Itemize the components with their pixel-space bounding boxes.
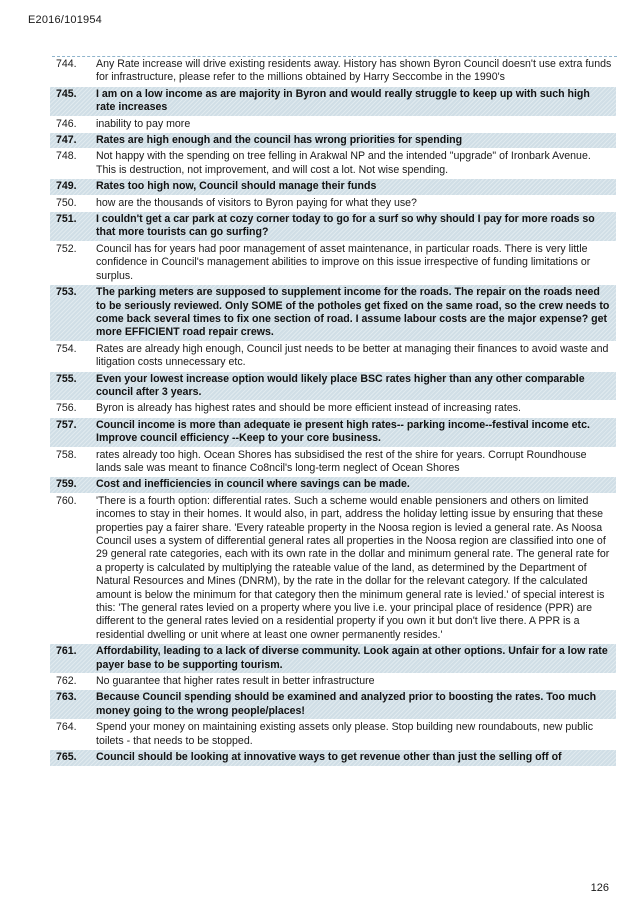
row-comment: Even your lowest increase option would likely place BSC rates higher than any other comparable council after 3 years. — [96, 372, 585, 398]
row-number: 751. — [56, 213, 77, 226]
table-row — [50, 401, 616, 417]
table-row — [50, 690, 616, 720]
table-row — [50, 342, 616, 372]
row-number: 755. — [56, 372, 77, 385]
row-comment: Rates are high enough and the council has wrong priorities for spending — [96, 134, 463, 147]
row-number: 765. — [56, 751, 77, 764]
table-row — [50, 212, 616, 242]
row-comment: Rates too high now, Council should manage their funds — [96, 180, 377, 193]
row-comment: Council should be looking at innovative ways to get revenue other than just the selling off of — [96, 751, 562, 764]
row-number: 749. — [56, 180, 77, 193]
table-row — [50, 57, 616, 87]
row-comment: I couldn't get a car park at cozy corner today to go for a surf so why should I pay for more roads so that more tourists can go surfing? — [96, 213, 595, 239]
table-row — [50, 674, 616, 690]
row-number: 745. — [56, 87, 77, 100]
table-row — [50, 285, 616, 342]
row-number: 750. — [56, 196, 77, 209]
row-number: 754. — [56, 342, 77, 355]
row-comment: Byron is already has highest rates and should be more efficient instead of increasing rates. — [96, 402, 521, 415]
row-number: 757. — [56, 418, 77, 431]
table-row — [50, 720, 616, 750]
table-row — [50, 494, 616, 644]
page-number: 126 — [590, 882, 609, 894]
row-number: 764. — [56, 721, 77, 734]
table-row — [50, 149, 616, 179]
table-row — [50, 448, 616, 478]
table-row — [50, 418, 616, 448]
row-number: 756. — [56, 402, 77, 415]
row-number: 746. — [56, 117, 77, 130]
row-number: 752. — [56, 242, 77, 255]
comments-table — [50, 57, 616, 767]
row-number: 744. — [56, 58, 77, 70]
row-comment: Affordability, leading to a lack of diverse community. Look again at other options. Unfair for a low rate payer base to be supporting tourism. — [96, 645, 608, 671]
row-comment: The parking meters are supposed to supplement income for the roads. The repair on the roads need to be seriously reviewed. Only SOME of the potholes get fixed on the same road, so the crew needs to come back several times to fix one section of road. I assume labour costs are the major expense? get more EFFICIENT road repair crews. — [96, 286, 610, 339]
row-number: 758. — [56, 448, 77, 461]
row-number: 753. — [56, 286, 77, 299]
table-row — [50, 196, 616, 212]
row-comment: Cost and inefficiencies in council where savings can be made. — [96, 478, 410, 491]
row-comment: I am on a low income as are majority in Byron and would really struggle to keep up with such high rate increases — [96, 87, 590, 114]
row-number: 747. — [56, 134, 77, 147]
row-number: 760. — [56, 494, 77, 507]
table-row — [50, 242, 616, 285]
table-row — [50, 477, 616, 493]
row-comment: Spend your money on maintaining existing assets only please. Stop building new roundabouts, new public toilets - that needs to be stopped. — [96, 721, 594, 747]
table-row — [50, 644, 616, 674]
row-number: 763. — [56, 691, 77, 704]
row-comment: rates already too high. Ocean Shores has subsidised the rest of the shire for years. Corrupt Roundhouse lands sale was meant to finance Co8ncil's long-term neglect of Ocean Shores — [96, 448, 587, 474]
row-comment: Council income is more than adequate ie present high rates-- parking income--festival income etc. Improve council efficiency --Keep to your core business. — [96, 418, 590, 445]
row-number: 759. — [56, 478, 77, 491]
row-number: 748. — [56, 150, 77, 163]
table-row — [50, 750, 616, 766]
row-comment: Rates are already high enough, Council just needs to be better at managing their finances to avoid waste and litigation costs unnecessary etc. — [96, 342, 609, 369]
table-row — [50, 179, 616, 195]
row-comment: No guarantee that higher rates result in better infrastructure — [96, 675, 375, 688]
row-comment: inability to pay more — [96, 117, 191, 130]
row-comment: Any Rate increase will drive existing residents away. History has shown Byron Council doesn't use extra funds for infrastructure, please refer to the millions obtained by Harry Seccombe in the 1990's — [96, 58, 612, 84]
row-comment: Because Council spending should be examined and analyzed prior to boosting the rates. Too much money going to the wrong people/places! — [96, 691, 597, 717]
table-row — [50, 372, 616, 402]
table-row — [50, 133, 616, 149]
table-row — [50, 117, 616, 133]
table-row — [50, 87, 616, 117]
row-comment: Not happy with the spending on tree felling in Arakwal NP and the intended "upgrade" of Ironbark Avenue. This is destruction, not improvement, and will cost a lot. Not wise spending. — [96, 150, 591, 176]
row-number: 762. — [56, 675, 77, 688]
row-comment: how are the thousands of visitors to Byron paying for what they use? — [96, 196, 417, 209]
document-id: E2016/101954 — [28, 14, 102, 26]
row-number: 761. — [56, 645, 77, 658]
row-comment: 'There is a fourth option: differential rates. Such a scheme would enable pensioners and others on limited incomes to stay in their homes. It would also, in part, address the holiday letting issue by ensuring that these properties pay a fairer share. 'Every rateable property in the Noosa region is levied a general rate. As Noosa Council uses a system of differential general rates all properties in the Noosa region are classified into one of 29 general rate categories, each with its own rate in the dollar and minimum general rate. The general rate for a property is calculated by multiplying the rateable value of the land, as determined by the Department of Natural Resources and Mines (DNRM), by the rate in the dollar for the relevant category. If the calculated amount is below the minimum for that category then the minimum general rate is levied.' of special interest is this: 'The general rates levied on a property where you live i.e. your principal place of residence (PPR) are different to the general rates levied on a residential property if you own it but don't live there. A PPR is a residential dwelling or unit where at least one owner permanently resides.' — [96, 494, 610, 641]
row-comment: Council has for years had poor management of asset maintenance, in particular roads. There is very little confidence in Council's management abilities to improve on this issue irrespective of funding limitations or surplus. — [96, 242, 591, 282]
